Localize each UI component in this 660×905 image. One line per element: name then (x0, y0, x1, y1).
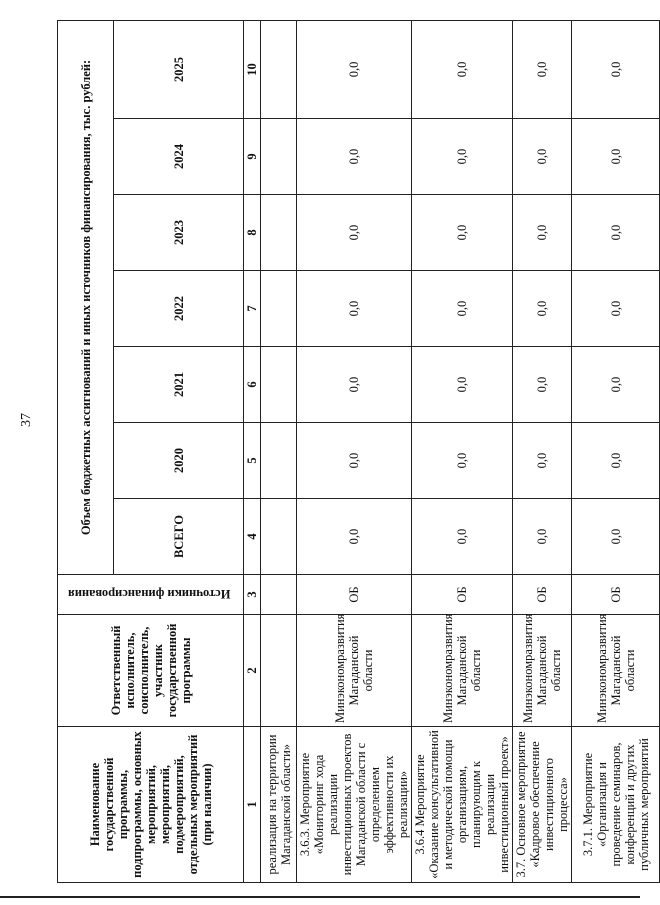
header-year-total: ВСЕГО (114, 499, 244, 575)
page-number: 37 (19, 413, 34, 427)
row-source: ОБ (412, 575, 513, 615)
row-value: 0,0 (297, 347, 412, 423)
row-value: 0,0 (412, 119, 513, 195)
row-source: ОБ (513, 575, 572, 615)
bottom-rule (0, 896, 640, 898)
row-source: ОБ (572, 575, 660, 615)
header-source: Источники финансирования (67, 587, 231, 602)
col-number: 4 (244, 499, 261, 575)
row-value: 0,0 (572, 271, 660, 347)
row-value: 0,0 (297, 195, 412, 271)
row-value (261, 271, 297, 347)
row-executor: Минэкономразвития Магаданской области (513, 615, 572, 727)
row-value: 0,0 (297, 423, 412, 499)
col-number: 7 (244, 271, 261, 347)
row-value: 0,0 (513, 119, 572, 195)
rotated-table-container (57, 21, 651, 883)
row-executor: Минэкономразвития Магаданской области (297, 615, 412, 727)
table-row (412, 20, 513, 882)
table-row (297, 20, 412, 882)
row-value: 0,0 (297, 119, 412, 195)
row-value: 0,0 (572, 499, 660, 575)
header-year-2023: 2023 (114, 195, 244, 271)
row-value: 0,0 (513, 271, 572, 347)
financing-table (57, 20, 660, 883)
row-executor (261, 615, 297, 727)
header-source-cell (58, 575, 244, 615)
row-value: 0,0 (412, 347, 513, 423)
table-row (513, 20, 572, 882)
header-year-2020: 2020 (114, 423, 244, 499)
row-value: 0,0 (412, 195, 513, 271)
row-value (261, 347, 297, 423)
row-value: 0,0 (513, 347, 572, 423)
header-volume: Объем бюджетных ассигнований и иных источников финансирования, тыс. рублей: (58, 20, 114, 574)
header-executor: Ответственный исполнитель, соисполнитель, участник государственной программы (58, 615, 244, 727)
row-value (261, 119, 297, 195)
row-value: 0,0 (297, 499, 412, 575)
row-source (261, 575, 297, 615)
row-value (261, 423, 297, 499)
col-number: 6 (244, 347, 261, 423)
row-executor: Минэкономразвития Магаданской области (572, 615, 660, 727)
row-source: ОБ (297, 575, 412, 615)
row-value (261, 20, 297, 118)
row-value: 0,0 (513, 195, 572, 271)
row-value: 0,0 (412, 271, 513, 347)
table-row (261, 20, 297, 882)
col-number: 2 (244, 615, 261, 727)
row-name: 3.6.4 Мероприятие «Оказание консультативной и методической помощи организациям, планирующим к реализации инвестиционный проект» (412, 727, 513, 883)
row-value: 0,0 (572, 119, 660, 195)
row-value: 0,0 (412, 20, 513, 118)
row-value (261, 195, 297, 271)
header-year-2025: 2025 (114, 20, 244, 118)
row-name: 3.7. Основное мероприятие «Кадровое обеспечение инвестиционного процесса» (513, 727, 572, 883)
row-value: 0,0 (513, 499, 572, 575)
row-value: 0,0 (513, 423, 572, 499)
col-number: 10 (244, 20, 261, 118)
header-year-2021: 2021 (114, 347, 244, 423)
row-value (261, 499, 297, 575)
row-executor: Минэкономразвития Магаданской области (412, 615, 513, 727)
row-name: реализация на территории Магаданской области» (261, 727, 297, 883)
row-value: 0,0 (412, 499, 513, 575)
row-value: 0,0 (297, 20, 412, 118)
row-value: 0,0 (572, 347, 660, 423)
col-number: 3 (244, 575, 261, 615)
col-number: 5 (244, 423, 261, 499)
row-value: 0,0 (572, 195, 660, 271)
row-value: 0,0 (412, 423, 513, 499)
row-value: 0,0 (572, 20, 660, 118)
row-name: 3.6.3. Мероприятие «Мониторинг хода реализации инвестиционных проектов Магаданской области с определением эффективности их реализации» (297, 727, 412, 883)
col-number: 8 (244, 195, 261, 271)
row-value: 0,0 (513, 20, 572, 118)
table-row (572, 20, 660, 882)
header-year-2022: 2022 (114, 271, 244, 347)
header-name: Наименование государственной программы, подпрограммы, основных мероприятий, мероприятий, подмероприятий, отдельных мероприятий (при наличии) (58, 727, 244, 883)
row-name: 3.7.1. Мероприятие «Организация и проведение семинаров, конференций и других публичных мероприятий (572, 727, 660, 883)
header-year-2024: 2024 (114, 119, 244, 195)
row-value: 0,0 (297, 271, 412, 347)
col-number: 1 (244, 727, 261, 883)
col-number: 9 (244, 119, 261, 195)
row-value: 0,0 (572, 423, 660, 499)
